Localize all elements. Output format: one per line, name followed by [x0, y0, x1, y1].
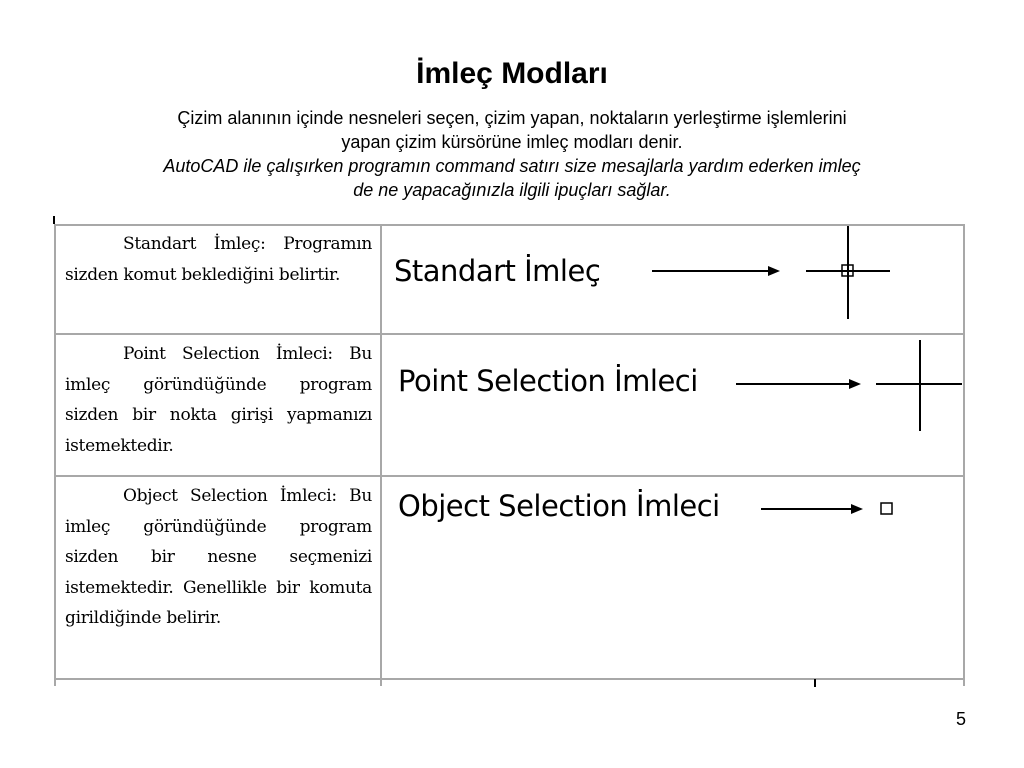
corner-tick-mark	[53, 216, 55, 224]
intro-italic-line-2: de ne yapacağınızla ilgili ipuçları sağlar.	[353, 180, 671, 200]
intro-italic-line-1: AutoCAD ile çalışırken programın command satırı size mesajlarla yardım ederken imleç	[163, 156, 861, 176]
table-row-description: Standart İmleç: Programın sizden komut beklediğini belirtir.	[65, 234, 372, 285]
intro-line-1: Çizim alanının içinde nesneleri seçen, çizim yapan, noktaların yerleştirme işlemlerini	[177, 108, 847, 128]
standart-cursor-label: Standart İmleç	[394, 254, 601, 288]
corner-tick-mark	[814, 679, 816, 687]
point-selection-cursor-label: Point Selection İmleci	[398, 364, 698, 398]
cursor-modes-table	[54, 224, 965, 686]
slide-title: İmleç Modları	[416, 57, 608, 90]
page-number: 5	[955, 709, 966, 729]
arrow-icon	[761, 504, 863, 514]
table-row-description: Point Selection İmleci: Bu imleç göründüğünde program sizden bir nokta girişi yapmanızı istemektedir.	[65, 344, 372, 456]
intro-text	[40, 106, 984, 202]
table-row-description: Object Selection İmleci: Bu imleç göründüğünde program sizden bir nesne seçmenizi istemektedir. Genellikle bir komuta girildiğinde belirir.	[65, 486, 372, 628]
object-selection-cursor-label: Object Selection İmleci	[398, 489, 720, 523]
object-selection-cursor-diagram	[56, 224, 967, 686]
intro-line-2: yapan çizim kürsörüne imleç modları denir.	[341, 132, 683, 152]
pickbox-icon	[881, 503, 892, 514]
